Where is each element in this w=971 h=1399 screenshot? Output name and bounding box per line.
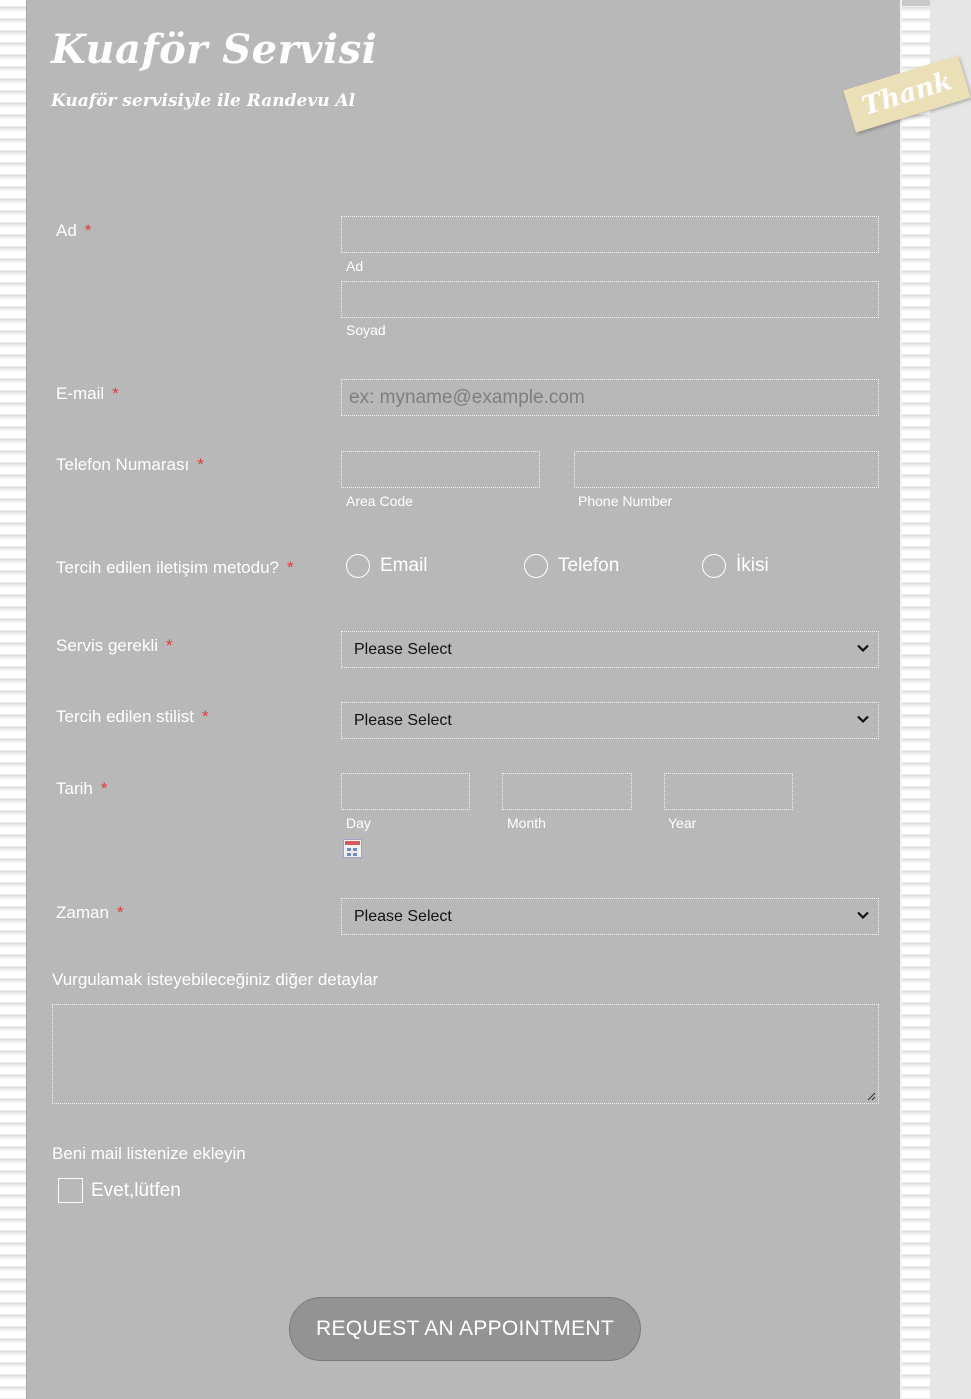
time-label — [56, 903, 124, 923]
radio-email[interactable] — [346, 554, 428, 578]
service-label-text: Servis gerekli — [56, 636, 159, 655]
required-star: * — [116, 903, 124, 922]
radio-circle[interactable] — [346, 554, 370, 578]
calendar-icon[interactable] — [343, 839, 362, 858]
time-label-text: Zaman — [56, 903, 109, 922]
area-code-sublabel: Area Code — [346, 493, 413, 509]
email-input[interactable]: ex: myname@example.com — [341, 379, 879, 416]
date-label-text: Tarih — [56, 779, 93, 798]
phone-number-input[interactable] — [574, 451, 879, 488]
first-name-sublabel: Ad — [346, 258, 364, 274]
day-sublabel: Day — [346, 815, 371, 831]
last-name-input[interactable] — [341, 281, 879, 318]
area-code-input[interactable] — [341, 451, 540, 488]
form-title: Kuaför Servisi — [51, 26, 378, 73]
phone-number-sublabel: Phone Number — [578, 493, 673, 509]
radio-circle[interactable] — [702, 554, 726, 578]
radio-telefon-label: Telefon — [558, 555, 620, 576]
service-label — [56, 636, 173, 656]
required-star: * — [166, 636, 173, 655]
details-textarea[interactable] — [52, 1004, 879, 1104]
radio-circle[interactable] — [524, 554, 548, 578]
required-star: * — [201, 707, 209, 726]
first-name-input[interactable] — [341, 216, 879, 253]
email-label — [56, 384, 119, 404]
service-select[interactable] — [341, 631, 879, 668]
required-star: * — [197, 455, 204, 474]
stylist-label-text: Tercih edilen stilist — [56, 707, 194, 726]
chevron-down-icon — [856, 641, 870, 655]
form-card — [26, 0, 956, 1399]
required-star: * — [84, 221, 92, 240]
chevron-down-icon — [856, 908, 870, 922]
radio-telefon[interactable] — [524, 554, 619, 578]
time-select[interactable] — [341, 898, 879, 935]
year-sublabel: Year — [668, 815, 697, 831]
form-subtitle: Kuaför servisiyle ile Randevu Al — [51, 91, 356, 111]
phone-label-text: Telefon Numarası — [56, 455, 190, 474]
thank-you-ribbon: Thank — [843, 55, 971, 132]
request-appointment-button[interactable]: REQUEST AN APPOINTMENT — [289, 1297, 641, 1361]
radio-email-label: Email — [380, 555, 428, 576]
mailing-list-label: Beni mail listenize ekleyin — [52, 1144, 246, 1163]
last-name-sublabel: Soyad — [346, 322, 386, 338]
left-wavy-edge — [0, 0, 26, 1399]
service-select-value: Please Select — [354, 641, 452, 658]
month-sublabel: Month — [507, 815, 546, 831]
name-label-text: Ad — [56, 221, 77, 240]
required-star: * — [287, 558, 294, 577]
time-select-value: Please Select — [354, 908, 452, 925]
year-input[interactable] — [664, 773, 793, 810]
radio-ikisi-label: İkisi — [736, 555, 769, 576]
contact-method-label-text: Tercih edilen iletişim metodu? — [56, 558, 279, 577]
mailing-list-option: Evet,lütfen — [91, 1180, 181, 1201]
radio-ikisi[interactable] — [702, 554, 769, 578]
stylist-select-value: Please Select — [354, 712, 452, 729]
required-star: * — [112, 384, 119, 403]
stylist-label — [56, 707, 209, 727]
mailing-list-checkbox[interactable] — [58, 1178, 83, 1203]
date-label — [56, 779, 107, 799]
stylist-select[interactable] — [341, 702, 879, 739]
phone-label — [56, 455, 204, 475]
month-input[interactable] — [502, 773, 632, 810]
details-label: Vurgulamak isteyebileceğiniz diğer detaylar — [52, 970, 379, 989]
name-label — [56, 221, 91, 241]
right-wavy-edge — [902, 0, 930, 1399]
contact-method-label — [56, 558, 294, 578]
resize-handle-icon[interactable] — [866, 1091, 876, 1101]
email-label-text: E-mail — [56, 384, 105, 403]
chevron-down-icon — [856, 712, 870, 726]
day-input[interactable] — [341, 773, 470, 810]
required-star: * — [100, 779, 108, 798]
